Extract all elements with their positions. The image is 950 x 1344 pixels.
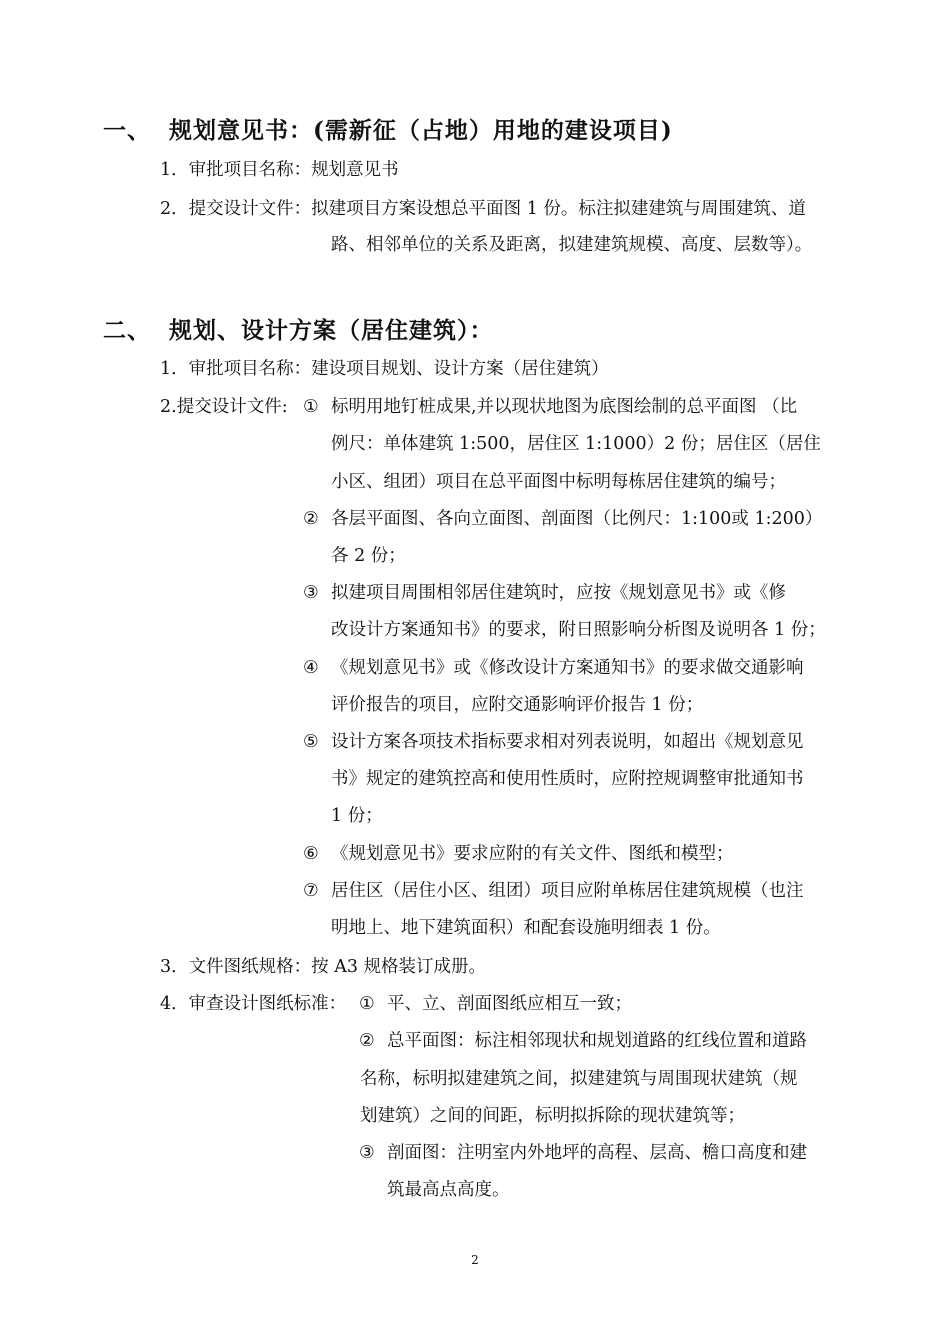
- section-1-title: 规划意见书：(需新征（占地）用地的建设项目): [169, 117, 673, 144]
- sub-item-1-line-3: 小区、组团）项目在总平面图中标明每栋居住建筑的编号；: [331, 472, 786, 492]
- section-2-number: 二、: [103, 317, 151, 344]
- sub-item-7-marker: ⑦: [303, 881, 319, 901]
- standard-2-line-1: 总平面图：标注相邻现状和规划道路的红线位置和道路: [387, 1031, 807, 1051]
- sub-item-1-line-2: 例尺：单体建筑 1:500，居住区 1:1000）2 份；居住区（居住: [331, 434, 821, 454]
- sub-item-5-line-1: 设计方案各项技术指标要求相对列表说明，如超出《规划意见: [331, 732, 804, 752]
- sub-item-7-line-2: 明地上、地下建筑面积）和配套设施明细表 1 份。: [331, 918, 721, 938]
- page-number: 2: [471, 1253, 479, 1267]
- standard-2-line-2: 名称，标明拟建建筑之间，拟建建筑与周围现状建筑（规: [360, 1069, 798, 1089]
- standard-1-line-1: 平、立、剖面图纸应相互一致；: [387, 994, 632, 1014]
- sub-item-2-line-2: 各 2 份；: [331, 546, 406, 566]
- standard-3-line-1: 剖面图：注明室内外地坪的高程、层高、檐口高度和建: [387, 1143, 807, 1163]
- sub-item-2-line-1: 各层平面图、各向立面图、剖面图（比例尺：1:100或 1:200）: [331, 509, 823, 529]
- section-2-title: 规划、设计方案（居住建筑）：: [169, 317, 494, 344]
- sub-item-5-line-2: 书》规定的建筑控高和使用性质时，应附控规调整审批通知书: [331, 769, 804, 789]
- sub-item-5-line-3: 1 份；: [331, 806, 383, 826]
- s1-item-2-line-1: 2．提交设计文件：拟建项目方案设想总平面图 1 份。标注拟建建筑与周围建筑、道: [160, 199, 806, 219]
- s2-item-4-label: 4．审查设计图纸标准：: [160, 994, 347, 1014]
- standard-1-marker: ①: [359, 994, 375, 1014]
- s1-item-1: 1．审批项目名称：规划意见书: [160, 160, 399, 180]
- sub-item-5-marker: ⑤: [303, 732, 319, 752]
- section-1-number: 一、: [103, 117, 151, 144]
- standard-2-line-3: 划建筑）之间的间距，标明拟拆除的现状建筑等；: [360, 1106, 745, 1126]
- sub-item-3-line-1: 拟建项目周围相邻居住建筑时，应按《规划意见书》或《修: [331, 583, 786, 603]
- sub-item-3-line-2: 改设计方案通知书》的要求，附日照影响分析图及说明各 1 份；: [331, 620, 826, 640]
- standard-3-marker: ③: [359, 1143, 375, 1163]
- s1-item-2-line-2: 路、相邻单位的关系及距离，拟建建筑规模、高度、层数等）。: [331, 235, 813, 255]
- s2-item-1: 1．审批项目名称：建设项目规划、设计方案（居住建筑）: [160, 359, 609, 379]
- sub-item-2-marker: ②: [303, 509, 319, 529]
- standard-3-line-2: 筑最高点高度。: [387, 1180, 510, 1200]
- sub-item-1-line-1: 标明用地钉桩成果,并以现状地图为底图绘制的总平面图 （比: [331, 397, 798, 417]
- sub-item-4-line-2: 评价报告的项目，应附交通影响评价报告 1 份；: [331, 695, 704, 715]
- sub-item-6-marker: ⑥: [303, 844, 319, 864]
- standard-2-marker: ②: [359, 1031, 375, 1051]
- s2-item-3: 3．文件图纸规格：按 A3 规格装订成册。: [160, 957, 487, 977]
- sub-item-7-line-1: 居住区（居住小区、组团）项目应附单栋居住建筑规模（也注: [331, 881, 804, 901]
- s2-item-2-label: 2.提交设计文件:: [160, 397, 288, 417]
- sub-item-4-line-1: 《规划意见书》或《修改设计方案通知书》的要求做交通影响: [331, 658, 804, 678]
- sub-item-4-marker: ④: [303, 658, 319, 678]
- sub-item-6-line-1: 《规划意见书》要求应附的有关文件、图纸和模型；: [331, 844, 734, 864]
- sub-item-3-marker: ③: [303, 583, 319, 603]
- sub-item-1-marker: ①: [303, 397, 319, 417]
